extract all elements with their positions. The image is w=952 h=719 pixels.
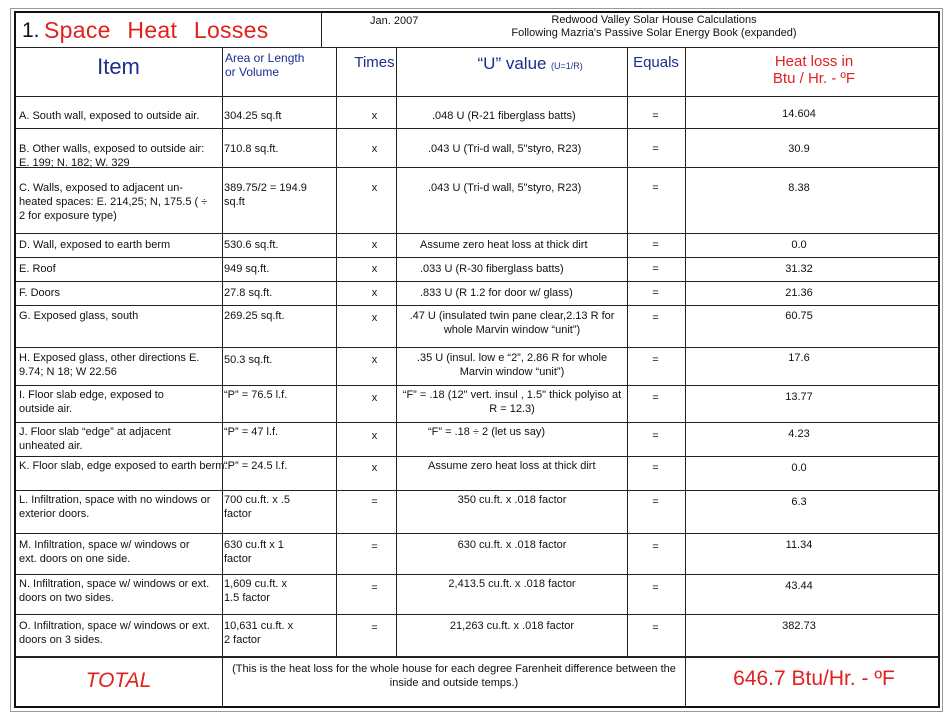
- row-equals: =: [652, 462, 659, 474]
- row-item: G. Exposed glass, south: [19, 310, 139, 322]
- row-heat-loss: 14.604: [782, 108, 816, 120]
- row-u-value: .033 U (R-30 fiberglass batts): [420, 263, 564, 275]
- row-times: x: [371, 239, 378, 251]
- row-heat-loss: 60.75: [785, 310, 813, 322]
- row-times: x: [371, 312, 378, 324]
- row-u-value: 630 cu.ft. x .018 factor: [457, 539, 567, 551]
- table-row: [16, 348, 938, 385]
- row-item: B. Other walls, exposed to outside air: E. 199; N. 182; W. 329: [19, 143, 205, 169]
- project-title: [474, 14, 834, 40]
- row-item: K. Floor slab, edge exposed to earth berm.: [19, 460, 228, 472]
- row-equals: =: [652, 622, 659, 634]
- section-number: 1.: [22, 19, 40, 42]
- table-row: [16, 168, 938, 233]
- row-times: =: [371, 582, 378, 594]
- row-equals: =: [652, 541, 659, 553]
- table-row: [16, 615, 938, 656]
- row-area: 700 cu.ft. x .5 factor: [224, 494, 291, 520]
- section-title: Space Heat Losses: [44, 17, 269, 43]
- table-row: [16, 97, 938, 128]
- row-u-value: 21,263 cu.ft. x .018 factor: [449, 620, 575, 632]
- row-times: =: [371, 541, 378, 553]
- row-equals: =: [652, 143, 659, 155]
- table-row: [16, 423, 938, 456]
- row-item: H. Exposed glass, other directions E. 9.74; N 18; W 22.56: [19, 352, 200, 378]
- row-heat-loss: 382.73: [782, 620, 816, 632]
- row-area: 27.8 sq.ft.: [224, 287, 273, 299]
- row-area: 949 sq.ft.: [224, 263, 270, 275]
- row-equals: =: [652, 287, 659, 299]
- row-item: A. South wall, exposed to outside air.: [19, 110, 200, 122]
- row-heat-loss: 11.34: [785, 539, 813, 551]
- row-area: 630 cu.ft x 1 factor: [224, 539, 284, 565]
- row-times: x: [371, 287, 378, 299]
- row-heat-loss: 30.9: [788, 143, 810, 155]
- row-heat-loss: 6.3: [791, 496, 807, 508]
- row-heat-loss: 21.36: [785, 287, 813, 299]
- row-item: M. Infiltration, space w/ windows or ext. doors on one side.: [19, 539, 190, 565]
- row-area: 50.3 sq.ft.: [224, 354, 273, 366]
- row-u-value: .47 U (insulated twin pane clear,2.13 R for whole Marvin window “unit”): [409, 310, 615, 336]
- row-equals: =: [652, 312, 659, 324]
- row-area: 389.75/2 = 194.9 sq.ft: [224, 182, 307, 208]
- row-area: 1,609 cu.ft. x 1.5 factor: [224, 578, 287, 604]
- project-line-2: Following Mazria's Passive Solar Energy Book (expanded): [511, 27, 797, 39]
- heat-loss-sheet: [14, 11, 940, 708]
- row-u-value: “F” = .18 (12" vert. insul , 1.5" thick polyiso at R = 12.3): [402, 389, 622, 415]
- table-row: [16, 491, 938, 533]
- row-area: “P” = 47 l.f.: [224, 426, 279, 438]
- row-area: “P” = 24.5 l.f.: [224, 460, 288, 472]
- row-equals: =: [652, 263, 659, 275]
- column-header-u-value: “U” value: [477, 54, 547, 73]
- table-row: [16, 575, 938, 614]
- row-times: =: [371, 622, 378, 634]
- row-times: x: [371, 182, 378, 194]
- row-heat-loss: 17.6: [788, 352, 810, 364]
- row-equals: =: [652, 496, 659, 508]
- row-item: L. Infiltration, space with no windows or exterior doors.: [19, 494, 211, 520]
- column-header-equals: Equals: [633, 54, 679, 71]
- row-item: D. Wall, exposed to earth berm: [19, 239, 171, 251]
- row-area: “P” = 76.5 l.f.: [224, 389, 288, 401]
- table-row: [16, 234, 938, 257]
- table-row: [16, 457, 938, 490]
- row-u-value: .833 U (R 1.2 for door w/ glass): [420, 287, 573, 299]
- row-equals: =: [652, 582, 659, 594]
- row-times: x: [371, 462, 378, 474]
- row-area: 304.25 sq.ft: [224, 110, 282, 122]
- row-times: x: [371, 430, 378, 442]
- column-header-times: Times: [354, 54, 395, 71]
- total-value: 646.7 Btu/Hr. - ºF: [733, 667, 895, 690]
- row-u-value: .043 U (Tri-d wall, 5"styro, R23): [428, 143, 582, 155]
- row-u-value: Assume zero heat loss at thick dirt: [420, 239, 588, 251]
- heat-header-line-2: Btu / Hr. - ºF: [772, 70, 856, 87]
- row-item: C. Walls, exposed to adjacent un-heated spaces: E. 214,25; N, 175.5 ( ÷ 2 for exposure type): [19, 182, 208, 222]
- row-heat-loss: 43.44: [785, 580, 813, 592]
- total-rule: [16, 656, 938, 658]
- row-equals: =: [652, 110, 659, 122]
- row-area: 710.8 sq.ft.: [224, 143, 279, 155]
- column-header-area: [223, 51, 337, 100]
- row-heat-loss: 4.23: [788, 428, 810, 440]
- table-row: [16, 306, 938, 347]
- area-header-line-2: or Volume: [225, 65, 280, 79]
- row-heat-loss: 8.38: [788, 182, 810, 194]
- row-item: F. Doors: [19, 287, 60, 299]
- table-row: [16, 129, 938, 167]
- row-heat-loss: 13.77: [785, 391, 813, 403]
- header-rule: [16, 47, 938, 48]
- row-times: =: [371, 496, 378, 508]
- row-item: I. Floor slab edge, exposed to outside air.: [19, 389, 164, 415]
- row-u-value: “F” = .18 ÷ 2 (let us say): [428, 426, 545, 438]
- row-times: x: [371, 392, 378, 404]
- table-row: [16, 386, 938, 422]
- row-u-value: Assume zero heat loss at thick dirt: [428, 460, 596, 472]
- row-equals: =: [652, 430, 659, 442]
- row-u-value: .35 U (insul. low e “2”, 2.86 R for whole Marvin window “unit”): [416, 352, 608, 378]
- row-heat-loss: 31.32: [785, 263, 813, 275]
- row-item: J. Floor slab “edge” at adjacent unheated air.: [19, 426, 171, 452]
- table-row: [16, 258, 938, 281]
- row-equals: =: [652, 182, 659, 194]
- row-u-value: 350 cu.ft. x .018 factor: [457, 494, 567, 506]
- row-times: x: [371, 143, 378, 155]
- row-u-value: 2,413.5 cu.ft. x .018 factor: [448, 578, 576, 590]
- row-u-value: .048 U (R-21 fiberglass batts): [432, 110, 576, 122]
- table-row: [16, 282, 938, 305]
- u-formula: (U=1/R): [551, 61, 583, 71]
- row-equals: =: [652, 239, 659, 251]
- row-times: x: [371, 354, 378, 366]
- heat-header-line-1: Heat loss in: [774, 53, 854, 70]
- row-item: E. Roof: [19, 263, 56, 275]
- area-header-line-1: Area or Length: [225, 51, 305, 65]
- row-u-value: .043 U (Tri-d wall, 5"styro, R23): [428, 182, 582, 194]
- total-label: TOTAL: [85, 669, 152, 692]
- row-area: 10,631 cu.ft. x 2 factor: [224, 620, 294, 646]
- row-times: x: [371, 110, 378, 122]
- project-line-1: Redwood Valley Solar House Calculations: [551, 14, 757, 26]
- row-area: 269.25 sq.ft.: [224, 310, 285, 322]
- header-date: Jan. 2007: [370, 15, 419, 27]
- column-header-item: Item: [97, 54, 140, 79]
- row-area: 530.6 sq.ft.: [224, 239, 279, 251]
- row-heat-loss: 0.0: [791, 462, 807, 474]
- header-divider: [321, 13, 322, 47]
- total-note: (This is the heat loss for the whole house for each degree Farenheit difference between the inside and outside temps.): [232, 663, 676, 689]
- row-equals: =: [652, 392, 659, 404]
- column-header-heat-loss: [686, 53, 942, 102]
- row-item: O. Infiltration, space w/ windows or ext. doors on 3 sides.: [19, 620, 210, 646]
- row-times: x: [371, 263, 378, 275]
- row-equals: =: [652, 354, 659, 366]
- row-item: N. Infiltration, space w/ windows or ext. doors on two sides.: [19, 578, 210, 604]
- row-heat-loss: 0.0: [791, 239, 807, 251]
- table-row: [16, 534, 938, 574]
